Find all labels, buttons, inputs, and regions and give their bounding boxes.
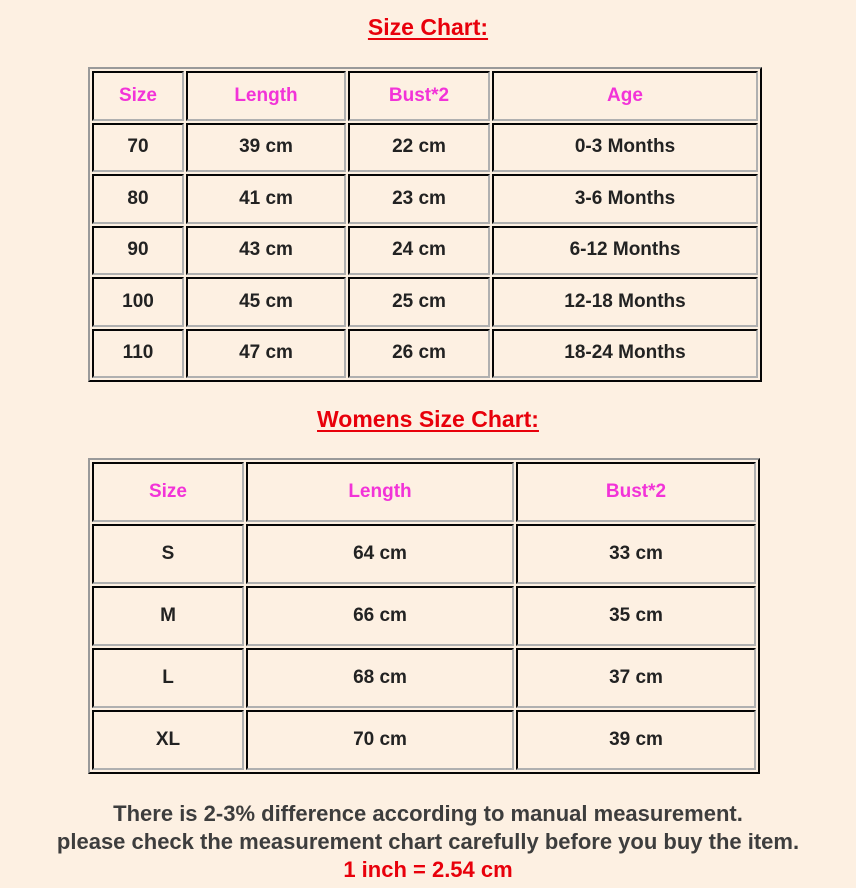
- table-row: [92, 174, 758, 224]
- inch-conversion-note: 1 inch = 2.54 cm: [343, 857, 513, 882]
- womens-size-chart-table: [88, 458, 760, 774]
- header-size: Size: [92, 71, 184, 121]
- cell-bust: 22 cm: [348, 123, 490, 173]
- size-chart-title: Size Chart:: [367, 14, 489, 40]
- cell-size: S: [92, 524, 244, 584]
- cell-size: M: [92, 586, 244, 646]
- cell-length: 68 cm: [246, 648, 514, 708]
- table-row: [92, 524, 756, 584]
- cell-size: 80: [92, 174, 184, 224]
- cell-length: 45 cm: [186, 277, 346, 327]
- cell-size: 100: [92, 277, 184, 327]
- cell-age: 3-6 Months: [492, 174, 758, 224]
- cell-size: 70: [92, 123, 184, 173]
- cell-bust: 25 cm: [348, 277, 490, 327]
- header-bust: Bust*2: [348, 71, 490, 121]
- header-size: Size: [92, 462, 244, 522]
- cell-bust: 37 cm: [516, 648, 756, 708]
- size-chart-table: [88, 67, 762, 382]
- cell-length: 41 cm: [186, 174, 346, 224]
- table-row: [92, 226, 758, 276]
- cell-bust: 35 cm: [516, 586, 756, 646]
- cell-length: 39 cm: [186, 123, 346, 173]
- table-row: [92, 329, 758, 379]
- cell-size: 110: [92, 329, 184, 379]
- cell-age: 12-18 Months: [492, 277, 758, 327]
- cell-age: 6-12 Months: [492, 226, 758, 276]
- header-length: Length: [186, 71, 346, 121]
- check-chart-note: please check the measurement chart carefully before you buy the item.: [56, 829, 800, 854]
- cell-bust: 23 cm: [348, 174, 490, 224]
- header-age: Age: [492, 71, 758, 121]
- cell-bust: 39 cm: [516, 710, 756, 770]
- table-row: [92, 277, 758, 327]
- cell-length: 47 cm: [186, 329, 346, 379]
- cell-bust: 26 cm: [348, 329, 490, 379]
- header-bust: Bust*2: [516, 462, 756, 522]
- cell-age: 18-24 Months: [492, 329, 758, 379]
- header-length: Length: [246, 462, 514, 522]
- cell-length: 64 cm: [246, 524, 514, 584]
- cell-length: 66 cm: [246, 586, 514, 646]
- cell-bust: 24 cm: [348, 226, 490, 276]
- measurement-difference-note: There is 2-3% difference according to manual measurement.: [113, 801, 743, 826]
- table-header-row: [92, 71, 758, 121]
- cell-age: 0-3 Months: [492, 123, 758, 173]
- cell-length: 70 cm: [246, 710, 514, 770]
- table-row: [92, 710, 756, 770]
- cell-length: 43 cm: [186, 226, 346, 276]
- womens-size-chart-title: Womens Size Chart:: [317, 406, 539, 432]
- cell-size: XL: [92, 710, 244, 770]
- table-header-row: [92, 462, 756, 522]
- table-row: [92, 586, 756, 646]
- table-row: [92, 648, 756, 708]
- cell-size: 90: [92, 226, 184, 276]
- cell-size: L: [92, 648, 244, 708]
- cell-bust: 33 cm: [516, 524, 756, 584]
- table-row: [92, 123, 758, 173]
